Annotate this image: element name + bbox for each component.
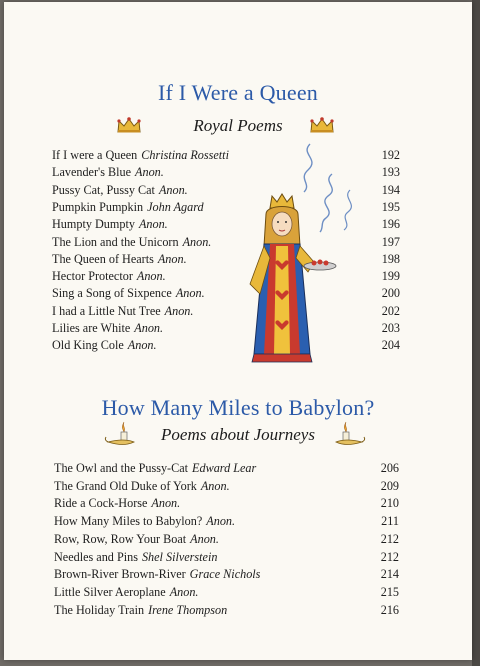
toc-entry: [52, 148, 229, 163]
toc-entry: [52, 269, 166, 284]
crown-icon: [309, 116, 335, 134]
toc-entry: [54, 567, 260, 582]
poem-title: Lilies are White: [52, 321, 131, 335]
poem-author: Anon.: [158, 182, 188, 197]
poem-title: The Owl and the Pussy-Cat: [54, 461, 189, 475]
poem-author: Anon.: [190, 531, 219, 546]
poem-title: Pussy Cat, Pussy Cat: [52, 182, 155, 197]
poem-title: Ride a Cock-Horse: [54, 496, 148, 511]
poem-title: Needles and Pins: [54, 549, 138, 564]
page-number: 200: [381, 286, 400, 301]
poem-author: Anon.: [127, 338, 157, 353]
toc-entry: [54, 603, 227, 618]
page-number: 209: [380, 478, 399, 493]
poem-author: Anon.: [206, 514, 236, 529]
poem-title: The Grand Old Duke of York: [54, 478, 197, 493]
page-number: 199: [381, 269, 400, 284]
page-number: 204: [381, 338, 400, 353]
poem-title: The Lion and the Unicorn: [52, 234, 179, 249]
poem-author: Anon.: [136, 269, 166, 284]
poem-title: If I were a Queen: [52, 148, 138, 162]
toc-entry: [52, 338, 157, 353]
toc-entry: [54, 461, 256, 476]
page-number: 195: [381, 199, 400, 214]
poem-title: The Queen of Hearts: [52, 251, 154, 266]
page-number: 211: [381, 514, 399, 529]
poem-title: The Holiday Train: [54, 602, 145, 617]
poem-author: Christina Rossetti: [141, 148, 229, 162]
toc-entry: [52, 183, 188, 198]
page-number: 203: [381, 321, 400, 335]
page-edge-shadow: [472, 0, 480, 666]
section-title-queen: If I Were a Queen: [157, 80, 319, 105]
poem-author: Anon.: [151, 496, 181, 511]
poem-author: John Agard: [147, 199, 204, 214]
section-subtitle-journeys: Poems about Journeys: [161, 425, 315, 444]
toc-entry: [52, 304, 193, 319]
page-number: 198: [381, 251, 400, 266]
poem-author: Anon.: [135, 165, 164, 180]
toc-entry: [54, 585, 198, 600]
toc-entry: [52, 200, 204, 215]
page-number: 192: [381, 148, 400, 162]
poem-author: Anon.: [157, 251, 187, 266]
poem-author: Anon.: [169, 584, 199, 599]
poem-title: Sing a Song of Sixpence: [52, 286, 172, 301]
poem-author: Shel Silverstein: [141, 549, 218, 564]
toc-entry: [52, 286, 205, 301]
poem-title: Row, Row, Row Your Boat: [54, 531, 187, 546]
poem-author: Anon.: [175, 286, 205, 301]
poem-title: Little Silver Aeroplane: [54, 584, 166, 599]
poem-author: Anon.: [164, 303, 194, 318]
toc-entry: [54, 550, 217, 565]
page-number: 212: [380, 531, 399, 546]
page-number: 194: [381, 182, 400, 197]
poem-author: Anon.: [134, 321, 164, 335]
poem-title: Hector Protector: [52, 269, 133, 284]
toc-entry: [54, 479, 230, 494]
toc-entry: [52, 235, 211, 250]
poem-author: Grace Nichols: [189, 567, 261, 582]
poem-title: Old King Cole: [52, 338, 124, 353]
page-number: 197: [381, 234, 400, 249]
page-number: 214: [380, 567, 399, 582]
poem-author: Edward Lear: [192, 461, 257, 475]
poem-title: Pumpkin Pumpkin: [52, 199, 144, 214]
poem-title: Humpty Dumpty: [52, 217, 135, 232]
page-number: 212: [380, 549, 399, 564]
page-number: 210: [380, 496, 399, 511]
toc-entry: [52, 321, 163, 336]
poem-title: I had a Little Nut Tree: [52, 303, 161, 318]
page-number: 202: [381, 303, 400, 318]
toc-entry: [52, 217, 168, 232]
toc-entry: [54, 496, 180, 511]
toc-entry: [54, 514, 235, 529]
section-title-babylon: How Many Miles to Babylon?: [101, 395, 375, 420]
poem-title: Brown-River Brown-River: [54, 567, 186, 582]
poem-title: How Many Miles to Babylon?: [54, 514, 203, 529]
toc-entry: [52, 252, 187, 267]
poem-author: Anon.: [182, 234, 212, 249]
toc-entry: [54, 532, 219, 547]
poem-author: Anon.: [138, 217, 168, 232]
page-number: 196: [381, 217, 400, 232]
poem-author: Irene Thompson: [148, 602, 228, 617]
candlestick-icon: [332, 420, 368, 448]
toc-entry: [52, 165, 164, 180]
page-number: 193: [381, 165, 400, 180]
poem-title: Lavender's Blue: [52, 165, 132, 180]
page-number: 215: [380, 584, 399, 599]
queen-illustration: [240, 134, 370, 366]
page-number: 216: [380, 602, 399, 617]
book-page: [4, 2, 472, 660]
poem-author: Anon.: [200, 478, 230, 493]
section-subtitle-royal: Royal Poems: [193, 116, 283, 135]
page-number: 206: [380, 461, 399, 475]
